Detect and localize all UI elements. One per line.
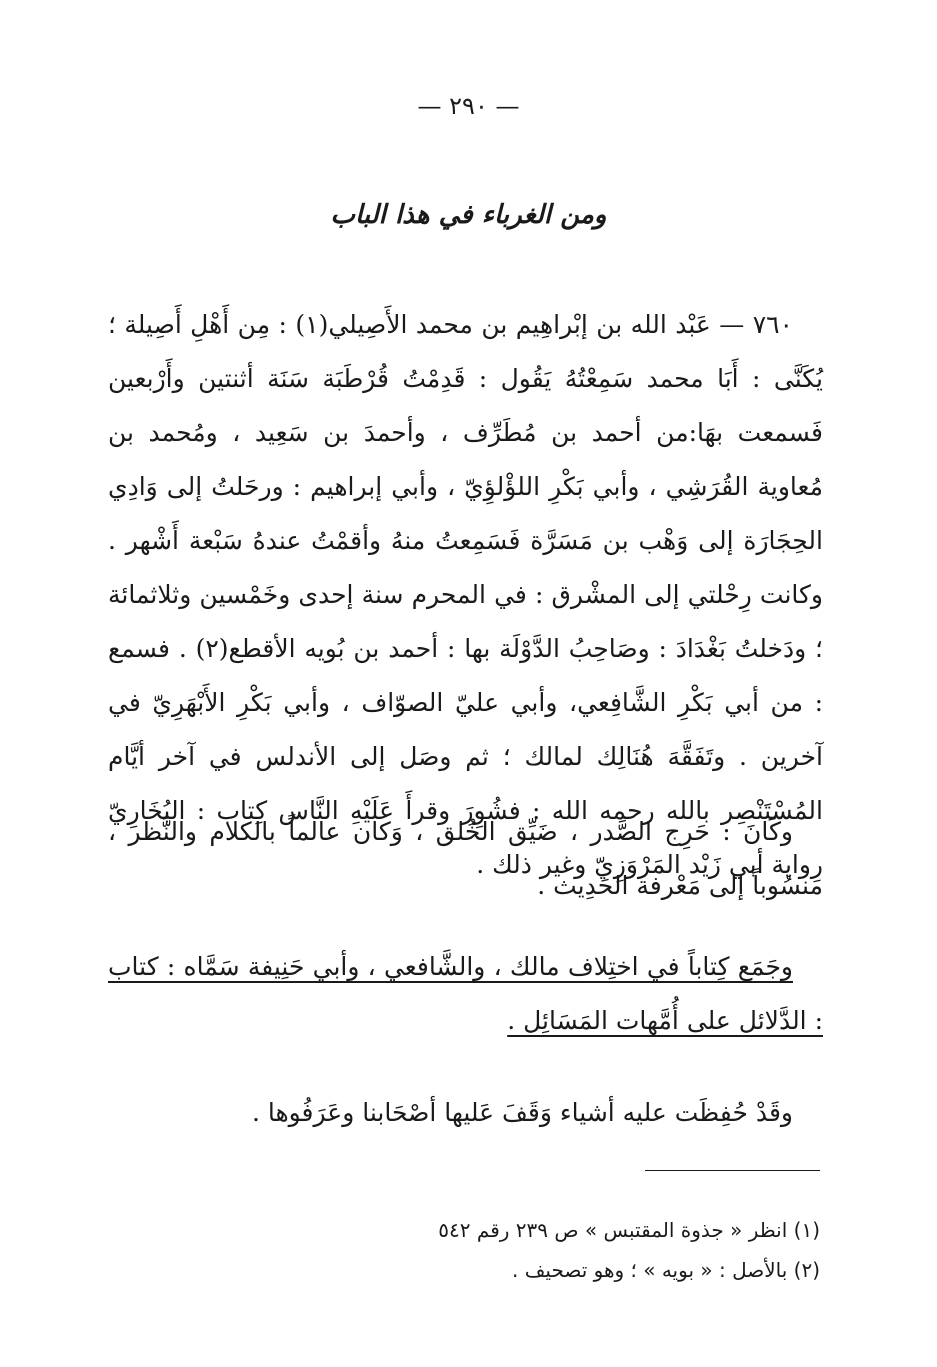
- character-description-text: وكَانَ : حَرِج الصَّدر ، ضَيِّق الخُلق ، وَكان عالماً بالكلام والنَّظر ، منسُوباً إلى مَعْرفة الحَدِيث .: [108, 817, 823, 900]
- entry-paragraph-3: [108, 940, 823, 1048]
- footnote-divider: [645, 1170, 820, 1171]
- entry-paragraph-1: [108, 298, 823, 892]
- footnote-2: (٢) بالأصل : « بويه » ؛ وهو تصحيف .: [512, 1258, 820, 1282]
- entry-paragraph-2: [108, 805, 823, 913]
- footnotes: [300, 1210, 820, 1290]
- entry-760-text: ٧٦٠ — عَبْد الله بن إبْراهِيم بن محمد الأَصِيلي(١) : مِن أَهْلِ أَصِيلة ؛ يُكَنَّى : أَبَا محمد سَمِعْتُهُ يَقُول : قَدِمْتُ قُرْطَبَة سَنَة أثنتين وأَرْبعين فَسمعت بهَا:من أحمد بن مُطَرِّف ، وأحمدَ بن سَعِيد ، ومُحمد بن مُعاوية القُرَشِي ، وأبي بَكْرِ اللؤْلؤِيّ ، وأبي إبراهيم : ورحَلتُ إلى وَادِي الحِجَارَة إلى وَهْب بن مَسَرَّة فَسَمِعتُ منهُ وأقمْتُ عندهُ سَبْعة أَشْهر . وكانت رِحْلتي إلى المشْرق : في المحرم سنة إحدى وخَمْسين وثلاثمائة ؛ ودَخلتُ بَغْدَادَ : وصَاحِبُ الدَّوْلَة بها : أحمد بن بُويه الأقطع(٢) . فسمع : من أبي بَكْرِ الشَّافِعي، وأبي عليّ الصوّاف ، وأبي بَكْرِ الأَبْهَرِيّ في آخرين . وتَفَقَّهَ هُنَالِك لمالك ؛ ثم وصَل إلى الأندلس في آخر أيَّام المُسْتَنْصِر بالله رحمه الله : فشُوِرَ وقرأَ عَلَيْهِ النَّاس كِتاب : البُخَارِيّ رِواية أبي زَيْد المَرْوَزِيّ وغير ذلك .: [108, 310, 824, 879]
- section-heading: ومن الغرباء في هذا الباب: [330, 200, 607, 230]
- book-compilation-text: وجَمَع كِتاباً في اختِلاف مالك ، والشَّافعي ، وأبي حَنِيفة سَمَّاه : كتاب : الدَّلائل على أُمَّهات المَسَائِل .: [108, 952, 823, 1035]
- footnote-1: (١) انظر « جذوة المقتبس » ص ٢٣٩ رقم ٥٤٢: [438, 1218, 820, 1242]
- page-number: — ٢٩٠ —: [417, 92, 520, 120]
- closing-remark-text: وقَدْ حُفِظَت عليه أشياء وَقَفَ عَليها أصْحَابنا وعَرَفُوها .: [251, 1098, 793, 1127]
- entry-paragraph-4: [108, 1086, 823, 1140]
